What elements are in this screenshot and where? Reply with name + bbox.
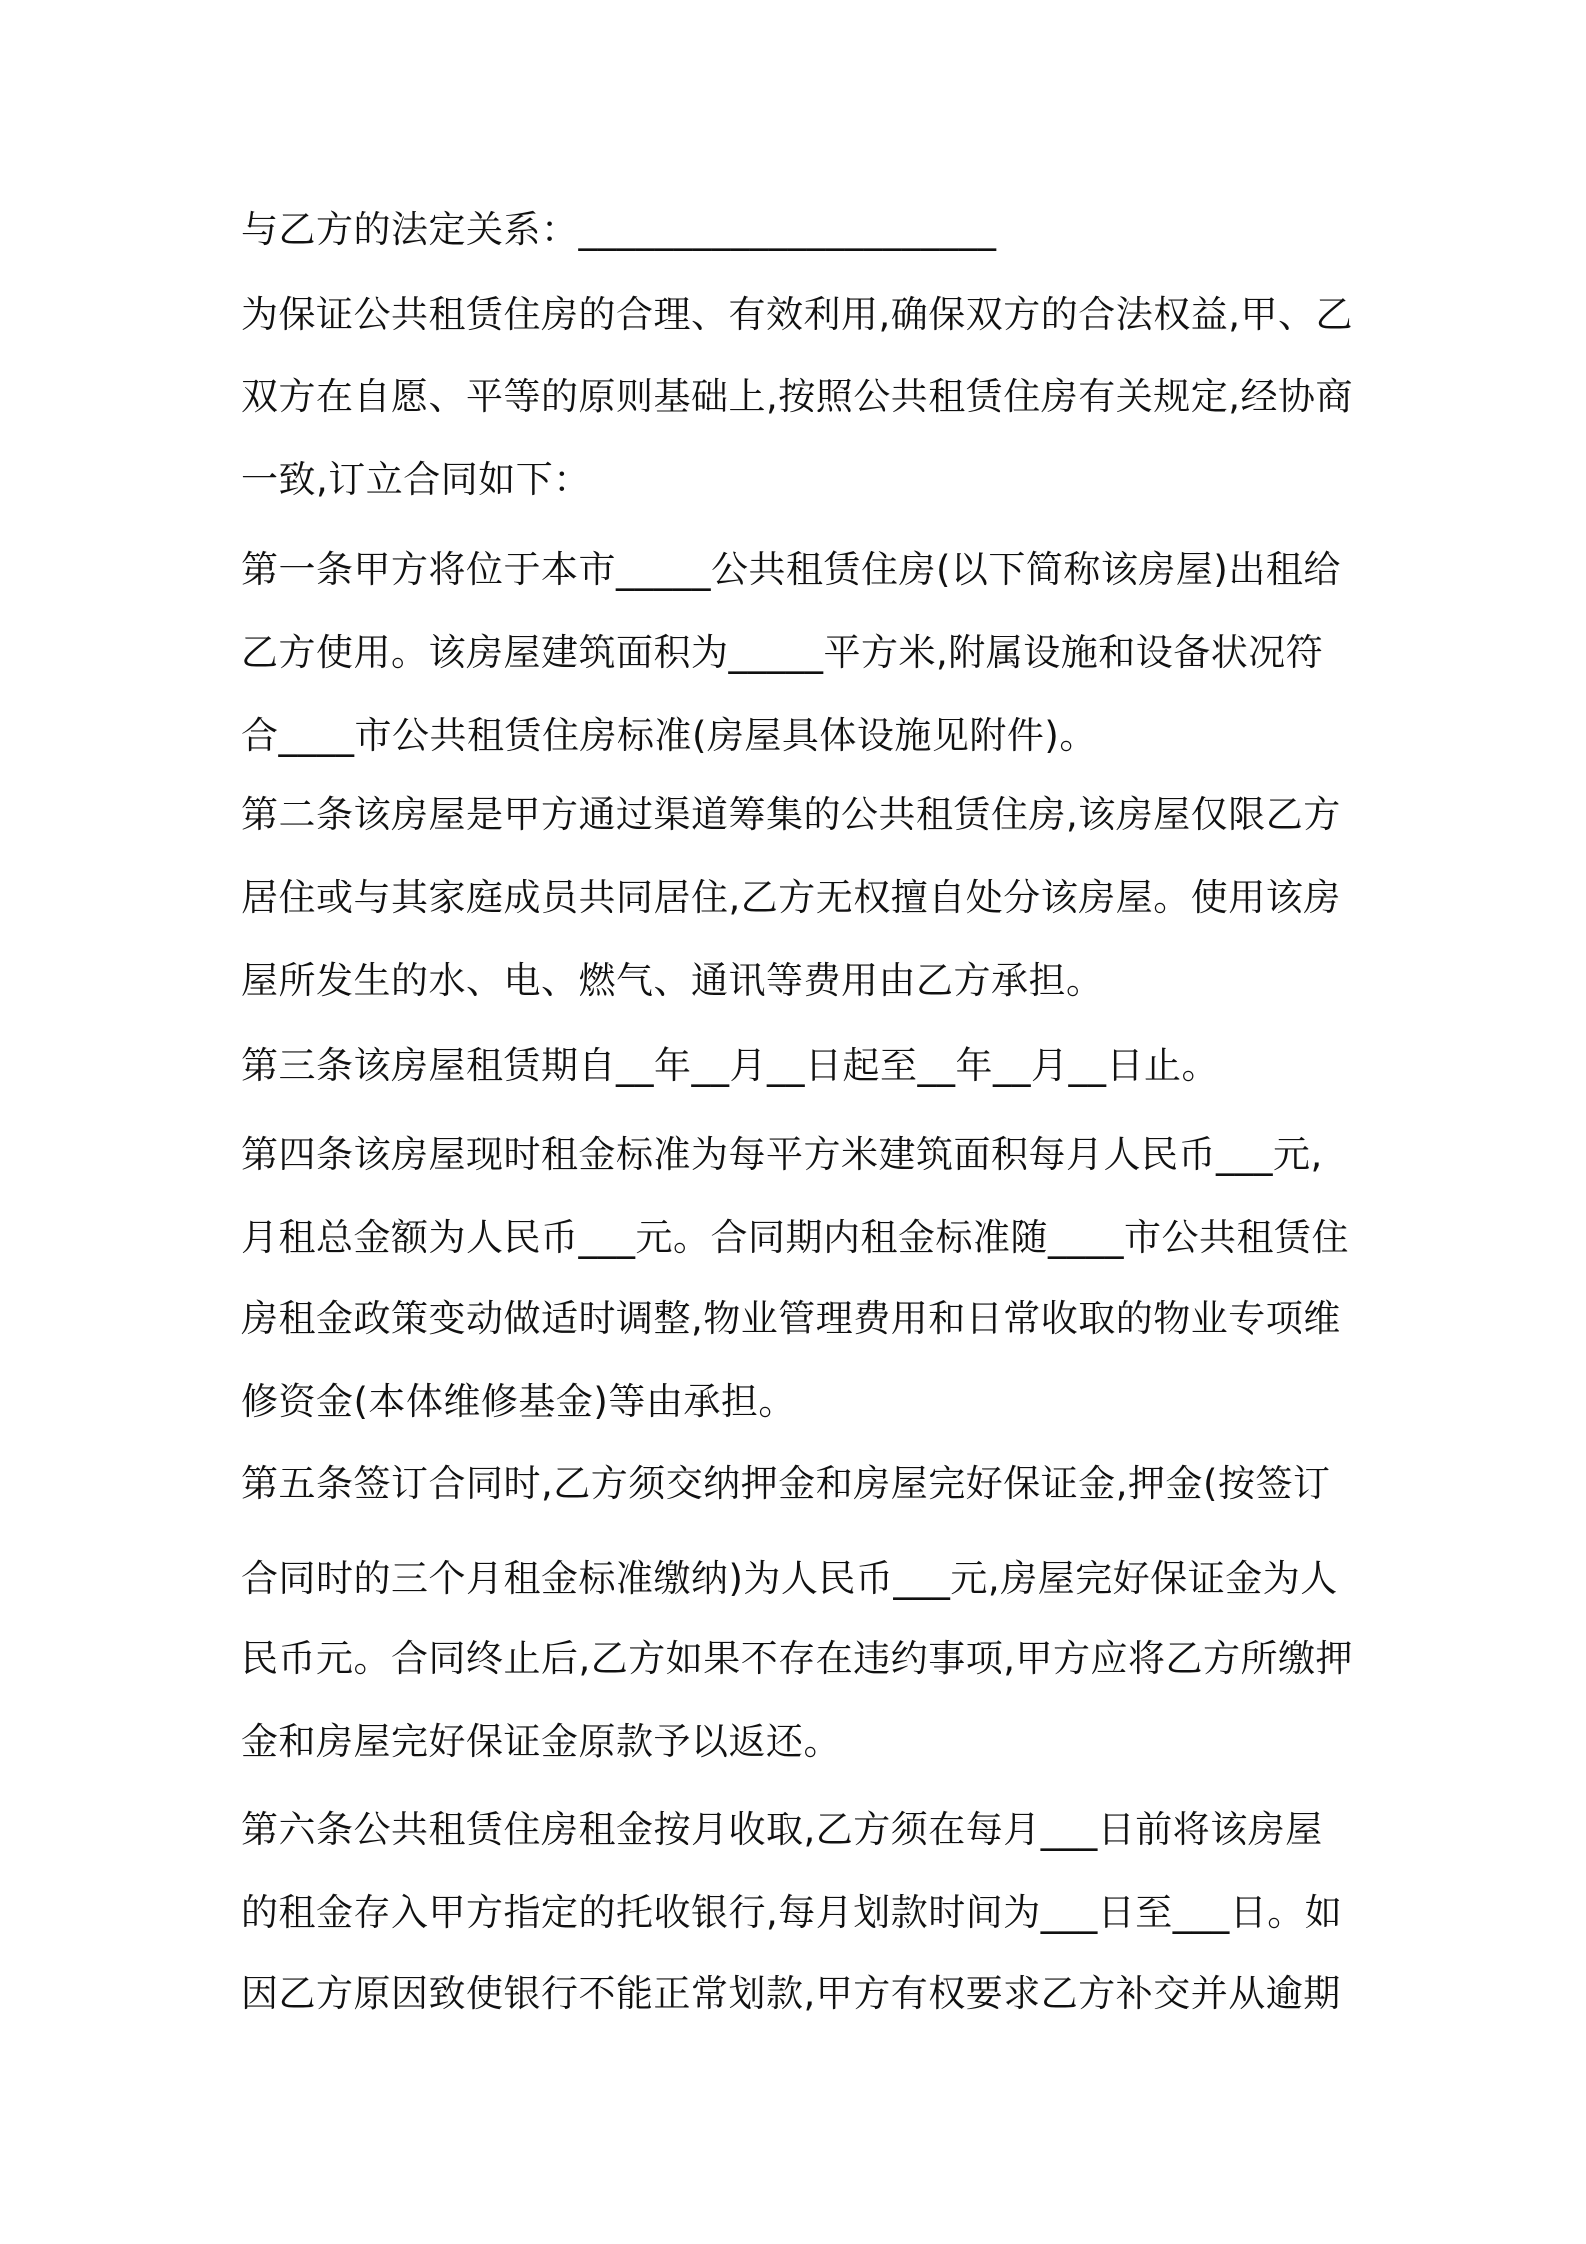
text-line: 第六条公共租赁住房租金按月收取,乙方须在每月___日前将该房屋 bbox=[241, 1808, 1323, 1851]
text-line: 因乙方原因致使银行不能正常划款,甲方有权要求乙方补交并从逾期 bbox=[241, 1972, 1341, 2015]
text-line: 与乙方的法定关系：______________________ bbox=[241, 208, 997, 251]
text-line: 修资金(本体维修基金)等由承担。 bbox=[241, 1380, 796, 1423]
text-line: 为保证公共租赁住房的合理、有效利用,确保双方的合法权益,甲、乙 bbox=[241, 293, 1354, 336]
text-line: 一致,订立合同如下： bbox=[241, 458, 591, 501]
text-line: 居住或与其家庭成员共同居住,乙方无权擅自处分该房屋。使用该房 bbox=[241, 876, 1341, 919]
text-line: 第三条该房屋租赁期自__年__月__日起至__年__月__日止。 bbox=[241, 1044, 1219, 1087]
text-line: 合____市公共租赁住房标准(房屋具体设施见附件)。 bbox=[241, 714, 1097, 757]
text-line: 第二条该房屋是甲方通过渠道筹集的公共租赁住房,该房屋仅限乙方 bbox=[241, 793, 1341, 836]
text-line: 第一条甲方将位于本市_____公共租赁住房(以下简称该房屋)出租给 bbox=[241, 548, 1341, 591]
text-line: 民币元。合同终止后,乙方如果不存在违约事项,甲方应将乙方所缴押 bbox=[241, 1637, 1354, 1680]
text-line: 房租金政策变动做适时调整,物业管理费用和日常收取的物业专项维 bbox=[241, 1297, 1341, 1340]
text-line: 第五条签订合同时,乙方须交纳押金和房屋完好保证金,押金(按签订 bbox=[241, 1462, 1331, 1505]
text-line: 月租总金额为人民币___元。合同期内租金标准随____市公共租赁住 bbox=[241, 1216, 1349, 1259]
text-line: 合同时的三个月租金标准缴纳)为人民币___元,房屋完好保证金为人 bbox=[241, 1557, 1338, 1600]
text-line: 屋所发生的水、电、燃气、通讯等费用由乙方承担。 bbox=[241, 959, 1104, 1002]
text-line: 乙方使用。该房屋建筑面积为_____平方米,附属设施和设备状况符 bbox=[241, 631, 1324, 674]
text-line: 金和房屋完好保证金原款予以返还。 bbox=[241, 1720, 841, 1763]
text-line: 第四条该房屋现时租金标准为每平方米建筑面积每月人民币___元, bbox=[241, 1133, 1323, 1176]
text-line: 的租金存入甲方指定的托收银行,每月划款时间为___日至___日。如 bbox=[241, 1891, 1343, 1934]
text-line: 双方在自愿、平等的原则基础上,按照公共租赁住房有关规定,经协商 bbox=[241, 375, 1354, 418]
